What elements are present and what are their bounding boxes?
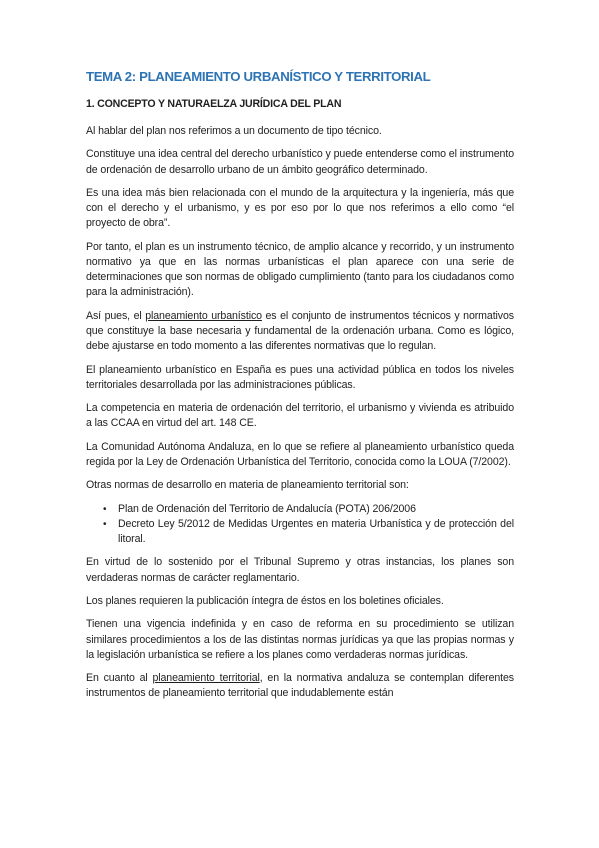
paragraph-9: Otras normas de desarrollo en materia de planeamiento territorial son: [86,479,409,492]
bullet-icon: • [103,503,107,515]
paragraph-5-end: es el conjunto de instrumentos técnicos y normativos que constituye la base necesaria y fundamental de la ordenación urbana. Como es lógico, debe ajustarse en todo momento a las diferentes normativas que lo regulan. [86,309,514,353]
paragraph-2: Constituye una idea central del derecho urbanístico y puede entenderse como el instrumento de ordenación de desarrollo urbano de un ámbito geográfico determinado. [86,148,514,176]
paragraph-4: Por tanto, el plan es un instrumento técnico, de amplio alcance y recorrido, y un instrumento normativo ya que en las normas urbanísticas el plan aparece con una serie de determinaciones que son normas de obligado cumplimiento (tanto para los ciudadanos como para la administración). [86,240,514,299]
paragraph-13-end: , en la normativa andaluza se contemplan diferentes instrumentos de planeamiento territorial que indudablemente están [86,672,514,700]
paragraph-12: Tienen una vigencia indefinida y en caso de reforma en su procedimiento se utilizan similares procedimientos a los de las distintas normas jurídicas ya que las propias normas y la legislación urbanística se refiere a los planes como verdaderas normas jurídicas. [86,618,514,661]
bullet-item-1-text: Plan de Ordenación del Territorio de Andalucía (POTA) 206/2006 [118,502,416,515]
paragraph-5 [86,309,514,355]
document-title: TEMA 2: PLANEAMIENTO URBANÍSTICO Y TERRITORIAL [86,69,431,84]
paragraph-6: El planeamiento urbanístico en España es pues una actividad pública en todos los niveles territoriales desarrollada por las administraciones públicas. [86,363,514,391]
document-page [86,68,514,710]
paragraph-10: En virtud de lo sostenido por el Tribunal Supremo y otras instancias, los planes son verdaderas normas de carácter reglamentario. [86,556,514,584]
paragraph-7: La competencia en materia de ordenación del territorio, el urbanismo y vivienda es atribuido a las CCAA en virtud del art. 148 CE. [86,402,514,430]
paragraph-3: Es una idea más bien relacionada con el mundo de la arquitectura y la ingeniería, más que con el derecho y el urbanismo, y es por eso por lo que nos referimos a ello como “el proyecto de obra”. [86,186,514,230]
paragraph-13 [86,671,514,701]
bullet-item-2 [103,517,514,547]
paragraph-8: La Comunidad Autónoma Andaluza, en lo que se refiere al planeamiento urbanístico queda regida por la Ley de Ordenación Urbanística del Territorio, conocida como la LOUA (7/2002). [86,440,514,468]
paragraph-1: Al hablar del plan nos referimos a un documento de tipo técnico. [86,125,382,137]
bullet-item-2-text: Decreto Ley 5/2012 de Medidas Urgentes en materia Urbanística y de protección del litoral. [118,517,514,546]
underlined-term-planeamiento-urbanistico: planeamiento urbanístico [145,309,262,322]
underlined-term-planeamiento-territorial: planeamiento territorial [152,672,260,685]
paragraph-13-start: En cuanto al [86,672,153,685]
bullet-item-1 [103,502,514,517]
section-heading: 1. CONCEPTO Y NATURAELZA JURÍDICA DEL PLAN [86,98,342,110]
paragraph-5-start: Así pues, el [86,309,146,322]
bullet-list [86,502,514,548]
paragraph-11: Los planes requieren la publicación íntegra de éstos en los boletines oficiales. [86,594,444,607]
bullet-icon: • [103,518,107,530]
